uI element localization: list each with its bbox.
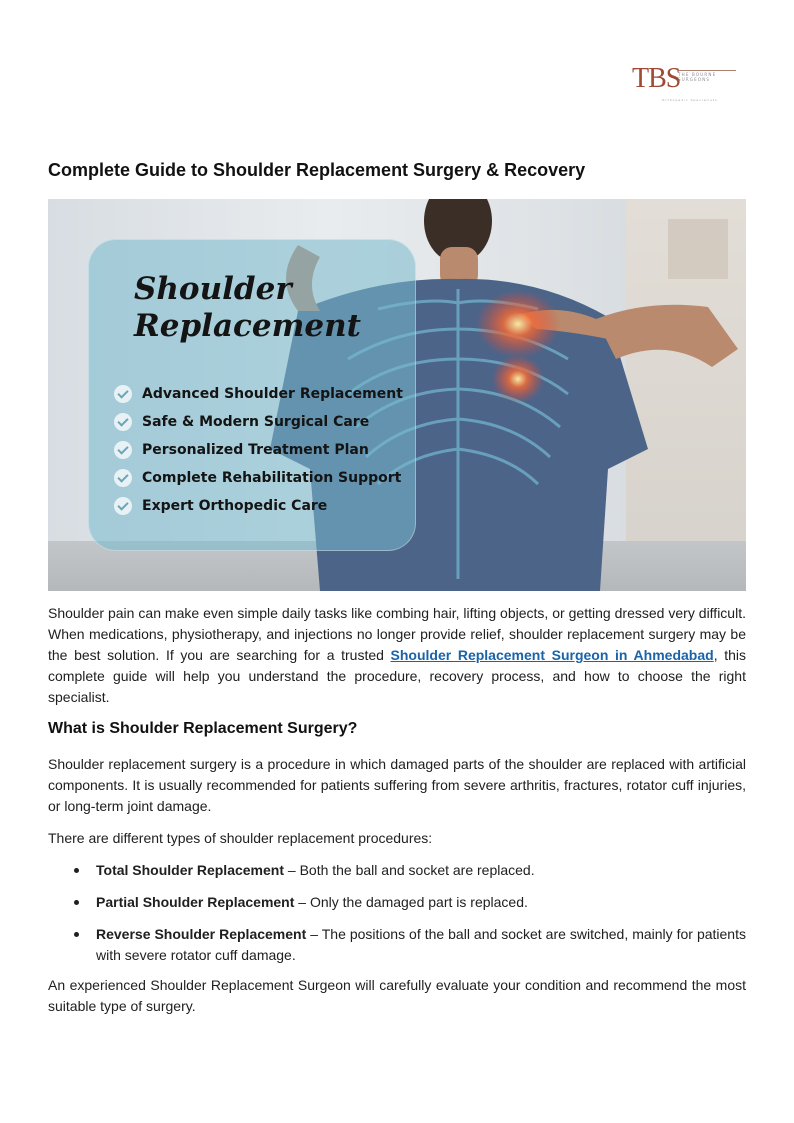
checkmark-icon: [114, 413, 132, 431]
page-title: Complete Guide to Shoulder Replacement Surgery & Recovery: [48, 160, 586, 180]
section-heading: What is Shoulder Replacement Surgery?: [48, 720, 358, 737]
intro-paragraph: [48, 603, 746, 708]
brand-logo: [632, 64, 740, 100]
definition-paragraph: Shoulder replacement surgery is a procedure in which damaged parts of the shoulder are replaced with artificial components. It is usually recommended for patients suffering from severe arthritis, fractures, rotator cuff injuries, or long-term joint damage.: [48, 756, 746, 814]
procedure-description: – The positions of the ball and socket are switched, mainly for patients with severe rotator cuff damage.: [96, 926, 746, 963]
types-intro: There are different types of shoulder replacement procedures:: [48, 830, 433, 846]
hero-feature-label: Safe & Modern Surgical Care: [142, 414, 370, 430]
hero-feature-item: [114, 494, 403, 522]
checkmark-icon: [114, 385, 132, 403]
checkmark-icon: [114, 469, 132, 487]
hero-feature-label: Complete Rehabilitation Support: [142, 470, 402, 486]
hero-feature-list: [114, 382, 403, 522]
logo-subtitle: THE BOURNE SURGEONS: [678, 70, 736, 82]
hero-feature-label: Personalized Treatment Plan: [142, 442, 369, 458]
hero-feature-item: [114, 466, 403, 494]
list-item: [48, 860, 746, 881]
closing-paragraph: An experienced Shoulder Replacement Surgeon will carefully evaluate your condition and recommend the most suitable type of surgery.: [48, 977, 746, 1014]
procedure-description: – Only the damaged part is replaced.: [294, 894, 528, 910]
intro-text-end: , this complete guide will help you understand the procedure, recovery process, and how to choose the right specialist.: [48, 647, 746, 705]
checkmark-icon: [114, 441, 132, 459]
hero-feature-label: Advanced Shoulder Replacement: [142, 386, 403, 402]
hero-headline: [134, 271, 361, 345]
hero-image: [48, 199, 746, 591]
list-item: [48, 924, 746, 966]
procedure-name: Total Shoulder Replacement: [96, 862, 284, 878]
hero-feature-label: Expert Orthopedic Care: [142, 498, 328, 514]
logo-tagline: Orthopedic Specialists: [662, 98, 718, 102]
surgeon-ahmedabad-link[interactable]: Shoulder Replacement Surgeon in Ahmedabad: [390, 647, 714, 663]
hero-feature-item: [114, 382, 403, 410]
hero-headline-line2: Replacement: [134, 308, 362, 344]
logo-mark: TBS: [632, 63, 681, 94]
intro-text-start: Shoulder pain can make even simple daily tasks like combing hair, lifting objects, or getting dressed very difficult. When medications, physiotherapy, and injections no longer provide relief, shoulder replacement surgery may be the best solution. If you are searching for a trusted: [48, 605, 746, 663]
hero-headline-line1: Shoulder: [134, 271, 292, 307]
list-item: [48, 892, 746, 913]
hero-feature-item: [114, 410, 403, 438]
procedure-name: Reverse Shoulder Replacement: [96, 926, 307, 942]
hero-feature-item: [114, 438, 403, 466]
checkmark-icon: [114, 497, 132, 515]
procedure-name: Partial Shoulder Replacement: [96, 894, 295, 910]
procedure-description: – Both the ball and socket are replaced.: [284, 862, 535, 878]
procedure-types-list: [48, 860, 746, 977]
